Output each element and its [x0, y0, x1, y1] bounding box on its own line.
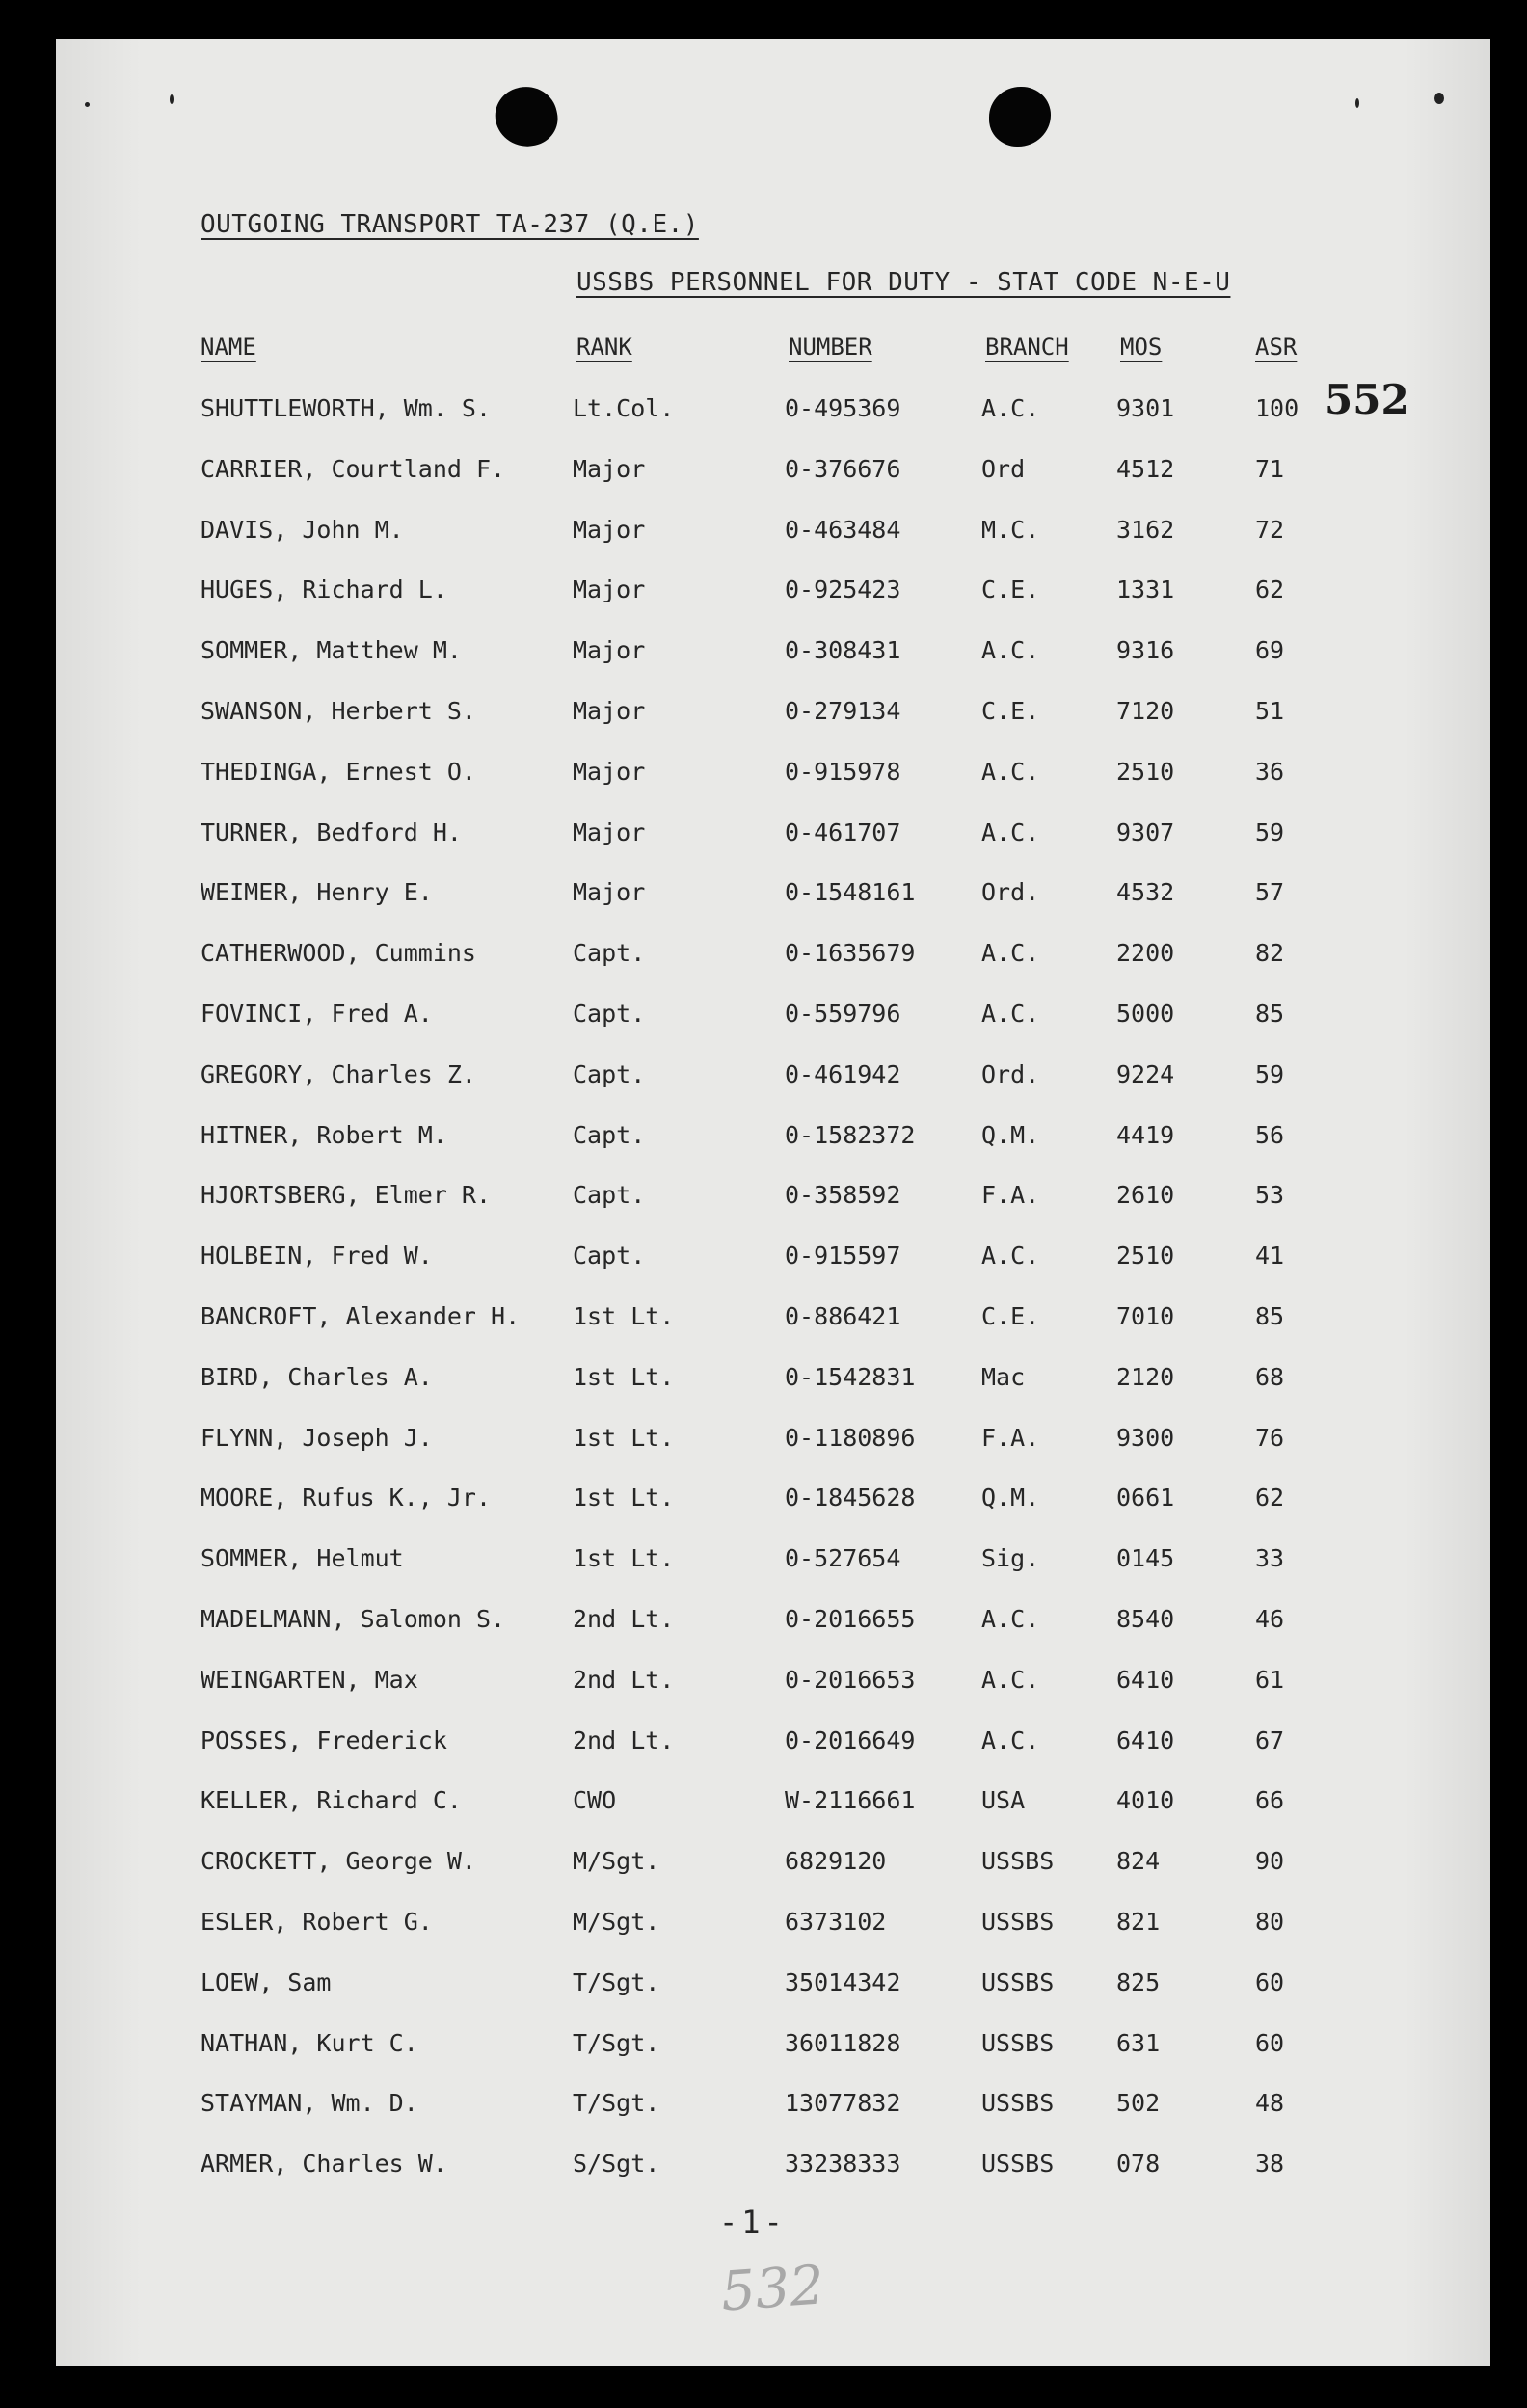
table-row	[56, 1722, 1490, 1760]
cell-rank: Lt.Col.	[573, 394, 675, 422]
cell-rank: 1st Lt.	[573, 1362, 675, 1391]
cell-mos: 4010	[1116, 1786, 1175, 1815]
cell-rank: Major	[573, 878, 646, 907]
cell-branch: A.C.	[981, 636, 1040, 665]
cell-rank: 1st Lt.	[573, 1544, 675, 1573]
cell-mos: 0661	[1116, 1484, 1175, 1512]
cell-number: 0-461942	[785, 1059, 901, 1088]
cell-branch: Mac	[981, 1362, 1026, 1391]
cell-number: 35014342	[785, 1967, 901, 1996]
cell-name: SHUTTLEWORTH, Wm. S.	[201, 394, 492, 422]
cell-branch: USSBS	[981, 1967, 1055, 1996]
table-row	[56, 450, 1490, 489]
cell-number: 0-495369	[785, 394, 901, 422]
column-header-rank: RANK	[576, 334, 632, 361]
cell-asr: 62	[1255, 575, 1285, 604]
cell-number: 0-463484	[785, 515, 901, 544]
cell-branch: USSBS	[981, 2028, 1055, 2057]
cell-branch: C.E.	[981, 1302, 1040, 1330]
cell-asr: 68	[1255, 1362, 1285, 1391]
cell-asr: 62	[1255, 1484, 1285, 1512]
cell-asr: 80	[1255, 1908, 1285, 1936]
table-row	[56, 1964, 1490, 2002]
cell-asr: 71	[1255, 454, 1285, 483]
cell-mos: 821	[1116, 1908, 1161, 1936]
cell-rank: Capt.	[573, 1059, 646, 1088]
table-row	[56, 1479, 1490, 1517]
cell-mos: 2200	[1116, 939, 1175, 968]
table-row	[56, 389, 1490, 428]
cell-branch: A.C.	[981, 1242, 1040, 1271]
cell-rank: 1st Lt.	[573, 1302, 675, 1330]
table-row	[56, 1358, 1490, 1397]
cell-mos: 1331	[1116, 575, 1175, 604]
table-row	[56, 1903, 1490, 1941]
cell-rank: T/Sgt.	[573, 2089, 660, 2118]
cell-name: MADELMANN, Salomon S.	[201, 1605, 506, 1633]
cell-rank: 1st Lt.	[573, 1484, 675, 1512]
cell-rank: Capt.	[573, 1000, 646, 1028]
cell-rank: 1st Lt.	[573, 1423, 675, 1452]
cell-name: ESLER, Robert G.	[201, 1908, 433, 1936]
cell-mos: 0145	[1116, 1544, 1175, 1573]
cell-asr: 90	[1255, 1847, 1285, 1876]
cell-name: TURNER, Bedford H.	[201, 817, 462, 846]
cell-asr: 72	[1255, 515, 1285, 544]
cell-mos: 9316	[1116, 636, 1175, 665]
cell-mos: 2120	[1116, 1362, 1175, 1391]
cell-name: LOEW, Sam	[201, 1967, 332, 1996]
cell-mos: 5000	[1116, 1000, 1175, 1028]
cell-rank: Major	[573, 636, 646, 665]
cell-rank: Major	[573, 757, 646, 786]
cell-number: 0-308431	[785, 636, 901, 665]
cell-asr: 57	[1255, 878, 1285, 907]
cell-branch: USA	[981, 1786, 1026, 1815]
page-number: -1-	[719, 2204, 787, 2240]
cell-mos: 2510	[1116, 757, 1175, 786]
cell-number: 0-1582372	[785, 1120, 916, 1149]
table-row	[56, 1842, 1490, 1881]
cell-name: CROCKETT, George W.	[201, 1847, 476, 1876]
cell-name: FOVINCI, Fred A.	[201, 1000, 433, 1028]
cell-number: 13077832	[785, 2089, 901, 2118]
cell-name: POSSES, Frederick	[201, 1726, 447, 1754]
cell-branch: F.A.	[981, 1181, 1040, 1210]
cell-number: 0-461707	[785, 817, 901, 846]
cell-name: BIRD, Charles A.	[201, 1362, 433, 1391]
cell-mos: 9224	[1116, 1059, 1175, 1088]
table-row	[56, 1056, 1490, 1094]
cell-rank: Major	[573, 817, 646, 846]
table-row	[56, 753, 1490, 791]
cell-name: WEIMER, Henry E.	[201, 878, 433, 907]
cell-rank: Capt.	[573, 1242, 646, 1271]
cell-name: GREGORY, Charles Z.	[201, 1059, 476, 1088]
cell-rank: 2nd Lt.	[573, 1605, 675, 1633]
cell-mos: 631	[1116, 2028, 1161, 2057]
cell-branch: A.C.	[981, 1000, 1040, 1028]
cell-branch: Sig.	[981, 1544, 1040, 1573]
cell-mos: 2610	[1116, 1181, 1175, 1210]
cell-asr: 85	[1255, 1302, 1285, 1330]
cell-branch: Q.M.	[981, 1120, 1040, 1149]
table-row	[56, 571, 1490, 609]
cell-asr: 46	[1255, 1605, 1285, 1633]
cell-rank: M/Sgt.	[573, 1847, 660, 1876]
cell-name: THEDINGA, Ernest O.	[201, 757, 476, 786]
cell-number: 6373102	[785, 1908, 887, 1936]
table-row	[56, 873, 1490, 912]
cell-mos: 9307	[1116, 817, 1175, 846]
cell-number: 0-376676	[785, 454, 901, 483]
table-row	[56, 1419, 1490, 1458]
cell-rank: CWO	[573, 1786, 617, 1815]
cell-asr: 59	[1255, 1059, 1285, 1088]
cell-rank: T/Sgt.	[573, 2028, 660, 2057]
cell-name: KELLER, Richard C.	[201, 1786, 462, 1815]
cell-branch: F.A.	[981, 1423, 1040, 1452]
table-row	[56, 995, 1490, 1033]
cell-name: MOORE, Rufus K., Jr.	[201, 1484, 492, 1512]
cell-asr: 38	[1255, 2150, 1285, 2179]
cell-branch: A.C.	[981, 394, 1040, 422]
cell-branch: A.C.	[981, 1605, 1040, 1633]
table-row	[56, 2024, 1490, 2063]
cell-mos: 2510	[1116, 1242, 1175, 1271]
cell-name: HJORTSBERG, Elmer R.	[201, 1181, 492, 1210]
cell-name: FLYNN, Joseph J.	[201, 1423, 433, 1452]
cell-name: HUGES, Richard L.	[201, 575, 447, 604]
cell-number: 0-915978	[785, 757, 901, 786]
cell-mos: 7010	[1116, 1302, 1175, 1330]
cell-number: W-2116661	[785, 1786, 916, 1815]
document-page	[56, 39, 1490, 2366]
cell-asr: 60	[1255, 1967, 1285, 1996]
cell-branch: C.E.	[981, 575, 1040, 604]
table-row	[56, 1116, 1490, 1155]
cell-name: BANCROFT, Alexander H.	[201, 1302, 521, 1330]
cell-name: SOMMER, Matthew M.	[201, 636, 462, 665]
table-row	[56, 1298, 1490, 1336]
cell-number: 0-1542831	[785, 1362, 916, 1391]
column-header-name: NAME	[201, 334, 256, 361]
cell-number: 0-886421	[785, 1302, 901, 1330]
table-row	[56, 1237, 1490, 1275]
cell-number: 0-2016655	[785, 1605, 916, 1633]
cell-number: 0-1845628	[785, 1484, 916, 1512]
cell-asr: 69	[1255, 636, 1285, 665]
table-row	[56, 631, 1490, 670]
cell-mos: 6410	[1116, 1726, 1175, 1754]
cell-mos: 078	[1116, 2150, 1161, 2179]
table-row	[56, 2145, 1490, 2183]
cell-branch: Q.M.	[981, 1484, 1040, 1512]
cell-asr: 48	[1255, 2089, 1285, 2118]
cell-asr: 85	[1255, 1000, 1285, 1028]
cell-mos: 502	[1116, 2089, 1161, 2118]
table-row	[56, 511, 1490, 549]
table-row	[56, 934, 1490, 973]
document-subtitle: USSBS PERSONNEL FOR DUTY - STAT CODE N-E-U	[576, 268, 1231, 297]
cell-asr: 53	[1255, 1181, 1285, 1210]
cell-name: WEINGARTEN, Max	[201, 1665, 418, 1694]
cell-number: 0-1635679	[785, 939, 916, 968]
cell-number: 0-358592	[785, 1181, 901, 1210]
cell-name: ARMER, Charles W.	[201, 2150, 447, 2179]
cell-mos: 9301	[1116, 394, 1175, 422]
cell-name: CATHERWOOD, Cummins	[201, 939, 476, 968]
cell-number: 33238333	[785, 2150, 901, 2179]
cell-rank: Major	[573, 697, 646, 725]
cell-mos: 7120	[1116, 697, 1175, 725]
cell-rank: Major	[573, 515, 646, 544]
cell-rank: Major	[573, 575, 646, 604]
cell-asr: 51	[1255, 697, 1285, 725]
cell-branch: USSBS	[981, 1908, 1055, 1936]
cell-asr: 59	[1255, 817, 1285, 846]
cell-number: 0-2016653	[785, 1665, 916, 1694]
cell-mos: 825	[1116, 1967, 1161, 1996]
cell-rank: S/Sgt.	[573, 2150, 660, 2179]
cell-mos: 4532	[1116, 878, 1175, 907]
column-header-number: NUMBER	[789, 334, 872, 361]
column-header-asr: ASR	[1255, 334, 1298, 361]
cell-name: SWANSON, Herbert S.	[201, 697, 476, 725]
table-row	[56, 692, 1490, 731]
cell-asr: 36	[1255, 757, 1285, 786]
document-title: OUTGOING TRANSPORT TA-237 (Q.E.)	[201, 210, 699, 239]
stamp-number: 552	[1325, 376, 1409, 423]
cell-name: DAVIS, John M.	[201, 515, 404, 544]
column-header-branch: BRANCH	[985, 334, 1069, 361]
table-row	[56, 2084, 1490, 2123]
cell-branch: A.C.	[981, 1665, 1040, 1694]
cell-mos: 4419	[1116, 1120, 1175, 1149]
cell-name: SOMMER, Helmut	[201, 1544, 404, 1573]
cell-branch: A.C.	[981, 757, 1040, 786]
cell-asr: 66	[1255, 1786, 1285, 1815]
cell-name: NATHAN, Kurt C.	[201, 2028, 418, 2057]
personnel-table	[56, 39, 1490, 2366]
cell-branch: USSBS	[981, 1847, 1055, 1876]
cell-name: HOLBEIN, Fred W.	[201, 1242, 433, 1271]
table-row	[56, 814, 1490, 852]
table-row	[56, 1781, 1490, 1820]
cell-branch: Ord.	[981, 1059, 1040, 1088]
cell-name: CARRIER, Courtland F.	[201, 454, 506, 483]
cell-name: STAYMAN, Wm. D.	[201, 2089, 418, 2118]
table-row	[56, 1661, 1490, 1699]
cell-asr: 100	[1255, 394, 1299, 422]
cell-branch: A.C.	[981, 817, 1040, 846]
cell-branch: USSBS	[981, 2150, 1055, 2179]
cell-asr: 41	[1255, 1242, 1285, 1271]
cell-branch: A.C.	[981, 1726, 1040, 1754]
cell-rank: Capt.	[573, 939, 646, 968]
cell-mos: 4512	[1116, 454, 1175, 483]
cell-number: 36011828	[785, 2028, 901, 2057]
cell-branch: Ord.	[981, 878, 1040, 907]
cell-rank: T/Sgt.	[573, 1967, 660, 1996]
cell-rank: 2nd Lt.	[573, 1726, 675, 1754]
cell-rank: 2nd Lt.	[573, 1665, 675, 1694]
table-row	[56, 1176, 1490, 1215]
cell-mos: 3162	[1116, 515, 1175, 544]
cell-asr: 82	[1255, 939, 1285, 968]
cell-branch: C.E.	[981, 697, 1040, 725]
cell-asr: 33	[1255, 1544, 1285, 1573]
cell-number: 0-2016649	[785, 1726, 916, 1754]
table-row	[56, 1539, 1490, 1578]
cell-asr: 60	[1255, 2028, 1285, 2057]
cell-mos: 9300	[1116, 1423, 1175, 1452]
pencil-annotation: 532	[718, 2254, 827, 2324]
cell-branch: M.C.	[981, 515, 1040, 544]
cell-rank: Major	[573, 454, 646, 483]
cell-asr: 56	[1255, 1120, 1285, 1149]
cell-branch: A.C.	[981, 939, 1040, 968]
cell-mos: 8540	[1116, 1605, 1175, 1633]
cell-asr: 61	[1255, 1665, 1285, 1694]
cell-name: HITNER, Robert M.	[201, 1120, 447, 1149]
cell-number: 0-1180896	[785, 1423, 916, 1452]
cell-number: 0-915597	[785, 1242, 901, 1271]
column-header-mos: MOS	[1120, 334, 1163, 361]
cell-number: 0-527654	[785, 1544, 901, 1573]
cell-branch: USSBS	[981, 2089, 1055, 2118]
cell-rank: Capt.	[573, 1181, 646, 1210]
cell-mos: 6410	[1116, 1665, 1175, 1694]
cell-branch: Ord	[981, 454, 1026, 483]
cell-asr: 76	[1255, 1423, 1285, 1452]
cell-asr: 67	[1255, 1726, 1285, 1754]
cell-number: 0-925423	[785, 575, 901, 604]
cell-number: 0-559796	[785, 1000, 901, 1028]
cell-rank: Capt.	[573, 1120, 646, 1149]
cell-number: 0-279134	[785, 697, 901, 725]
cell-mos: 824	[1116, 1847, 1161, 1876]
cell-number: 0-1548161	[785, 878, 916, 907]
table-row	[56, 1600, 1490, 1639]
cell-rank: M/Sgt.	[573, 1908, 660, 1936]
cell-number: 6829120	[785, 1847, 887, 1876]
